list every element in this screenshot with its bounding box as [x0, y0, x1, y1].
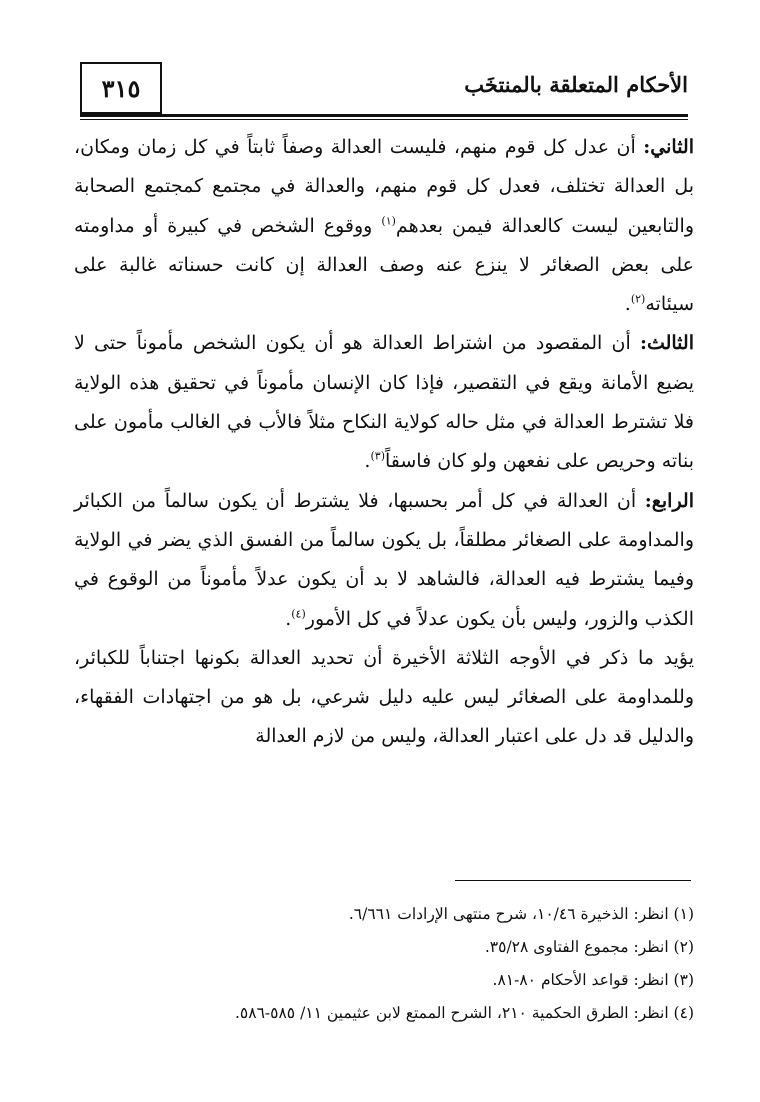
running-title: الأحكام المتعلقة بالمنتخَب: [464, 72, 688, 97]
footnote-item: (٤) انظر: الطرق الحكمية ٢١٠، الشرح الممتع لابن عثيمين ١١/ ٥٨٥-٥٨٦.: [234, 1004, 694, 1022]
page-number-box: [80, 62, 162, 114]
footnote-separator: [455, 880, 691, 881]
header-rule-thin: [80, 119, 688, 120]
header-rule: [80, 114, 688, 117]
paragraph-third: الثالث: أن المقصود من اشتراط العدالة هو أن يكون الشخص مأموناً حتى لا يضيع الأمانة ويقع في التقصير، فإذا كان الإنسان مأموناً في تحقيق هذه الولاية فلا تشترط العدالة في مثل حاله كولاية النكاح مثلاً فالأب في الغالب مأمون على بناته وحريص على نفعهن ولو كان فاسقاً$^{(٣)}$.: [74, 332, 694, 473]
paragraph-lead: الثاني:: [643, 136, 694, 158]
page-header: [80, 62, 688, 120]
footnote-ref: (١): [381, 214, 396, 228]
page-number: ٣١٥: [101, 73, 141, 103]
footnote-ref: (٣): [370, 450, 385, 464]
footnotes: [150, 898, 694, 1030]
footnote-item: (٣) انظر: قواعد الأحكام ٨٠-٨١.: [492, 971, 694, 989]
paragraph-fourth: الرابع: أن العدالة في كل أمر بحسبها، فلا يشترط أن يكون سالماً من الكبائر والمداومة على الصغائر مطلقاً، بل يكون سالماً من الفسق الذي يضر في الولاية وفيما يشترط فيه العدالة، فالشاهد لا بد أن يكون عدلاً مأموناً من الوقوع في الكذب والزور، وليس بأن يكون عدلاً في كل الأمور$^{(٤)}$.: [74, 489, 694, 630]
paragraph-lead: الثالث:: [639, 332, 694, 355]
footnote-ref: (٤): [291, 607, 306, 621]
paragraph-second: الثاني: أن عدل كل قوم منهم، فليست العدالة وصفاً ثابتاً في كل زمان ومكان، بل العدالة تختلف، فعدل كل قوم منهم، والعدالة في مجتمع كمجتمع الصحابة والتابعين ليست كالعدالة فيمن بعدهم$^{(١)}$ ووقوع الشخص في كبيرة أو مداومته على بعض الصغائر لا ينزع عنه وصف العدالة إن كانت حسناته غالبة على سيئاته$^{(٢)}$.: [74, 136, 694, 316]
footnote-item: (٢) انظر: مجموع الفتاوى ٣٥/٢٨.: [484, 938, 694, 956]
footnote-item: (١) انظر: الذخيرة ١٠/٤٦، شرح منتهى الإرادات ٦/٦٦١.: [348, 905, 694, 923]
main-text: [74, 128, 694, 757]
footnote-ref: (٢): [630, 292, 646, 306]
paragraph-lead: الرابع:: [644, 489, 694, 512]
paragraph-support: يؤيد ما ذكر في الأوجه الثلاثة الأخيرة أن تحديد العدالة بكونها اجتناباً للكبائر، وللمداومة على الصغائر ليس عليه دليل شرعي، بل هو من اجتهادات الفقهاء، والدليل قد دل على اعتبار العدالة، وليس من لازم العدالة: [74, 646, 694, 748]
